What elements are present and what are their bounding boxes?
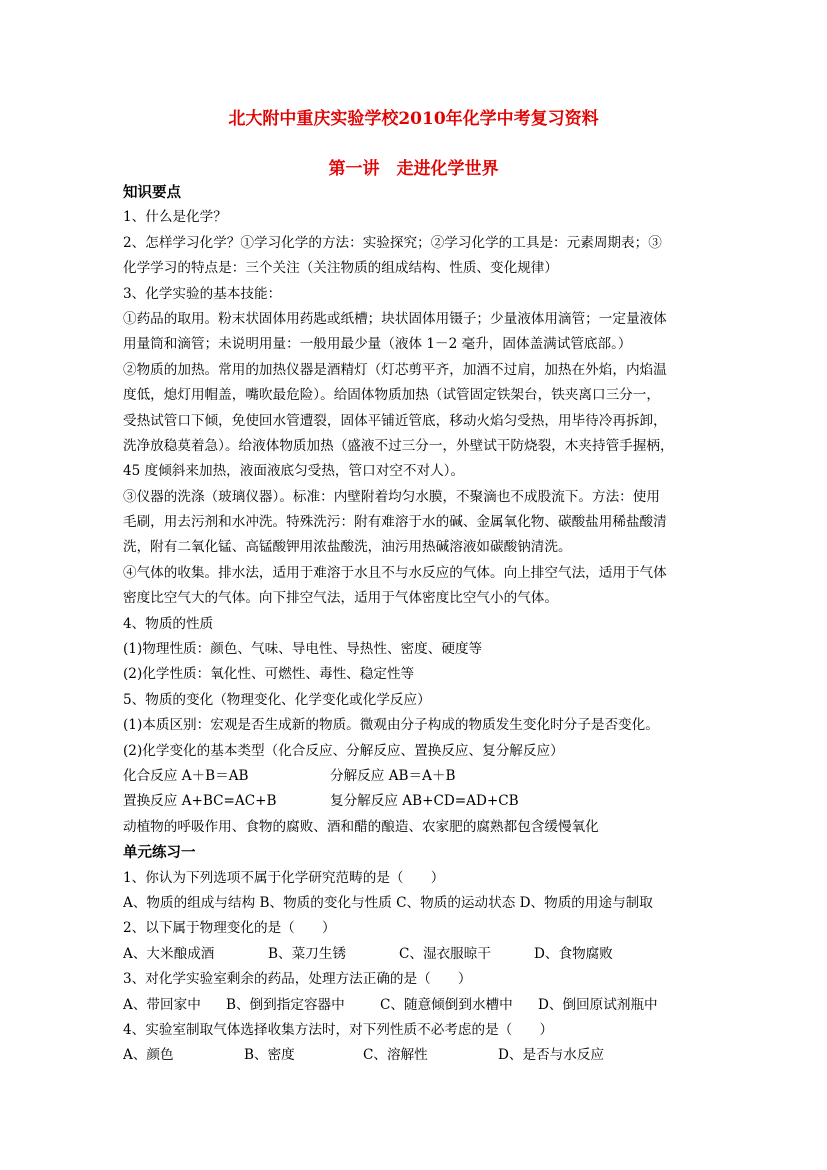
question-options bbox=[123, 993, 713, 1018]
knowledge-line: ②物质的加热。常用的加热仪器是酒精灯（灯芯剪平齐，加酒不过肩，加热在外焰，内焰温 bbox=[123, 361, 667, 378]
reaction-right: 分解反应 AB＝A＋B bbox=[330, 767, 456, 784]
knowledge-line: 用量筒和滴管；未说明用量：一般用最少量（液体 1－2 毫升，固体盖满试管底部。） bbox=[123, 336, 632, 353]
knowledge-line: (2)化学变化的基本类型（化合反应、分解反应、置换反应、复分解反应） bbox=[123, 742, 564, 759]
knowledge-line: ①药品的取用。粉末状固体用药匙或纸槽；块状固体用镊子；少量液体用滴管；一定量液体 bbox=[123, 310, 667, 327]
question-options: A、物质的组成与结构 B、物质的变化与性质 C、物质的运动状态 D、物质的用途与制取 bbox=[123, 894, 653, 911]
option-c: C、湿衣服晾干 bbox=[399, 945, 491, 962]
knowledge-line: 洗，附有二氧化锰、高锰酸钾用浓盐酸洗，油污用热碱溶液如碳酸钠清洗。 bbox=[123, 539, 572, 556]
knowledge-line: 毛刷，用去污剂和水冲洗。特殊洗污：附有难溶于水的碱、金属氧化物、碳酸盐用稀盐酸清 bbox=[123, 514, 667, 531]
reaction-row bbox=[123, 789, 713, 814]
option-c: C、溶解性 bbox=[363, 1047, 428, 1064]
knowledge-line: 受热试管口下倾，免使回水管遭裂，固体平铺近管底，移动火焰匀受热，用毕待冷再拆卸， bbox=[123, 412, 667, 429]
option-d: D、倒回原试剂瓶中 bbox=[538, 996, 658, 1013]
knowledge-line: 4、物质的性质 bbox=[123, 615, 214, 632]
option-b: B、菜刀生锈 bbox=[268, 945, 346, 962]
knowledge-line: 洗净放稳莫着急）。给液体物质加热（盛液不过三分一，外壁试干防烧裂，木夹持管手握柄， bbox=[123, 437, 674, 454]
knowledge-line: ④气体的收集。排水法，适用于难溶于水且不与水反应的气体。向上排空气法，适用于气体 bbox=[123, 564, 667, 581]
reaction-left: 化合反应 A＋B＝AB bbox=[123, 767, 249, 784]
option-c: C、随意倾倒到水槽中 bbox=[380, 996, 513, 1013]
option-a: A、颜色 bbox=[123, 1047, 174, 1064]
knowledge-line: 1、什么是化学？ bbox=[123, 209, 227, 226]
question-options bbox=[123, 942, 713, 967]
knowledge-line: 动植物的呼吸作用、食物的腐败、酒和醋的酿造、农家肥的腐熟都包含缓慢氧化 bbox=[123, 818, 599, 835]
knowledge-line: 3、化学实验的基本技能： bbox=[123, 285, 282, 302]
knowledge-line: 密度比空气大的气体。向下排空气法，适用于气体密度比空气小的气体。 bbox=[123, 590, 558, 607]
reaction-row bbox=[123, 764, 713, 789]
question-stem: 2、以下属于物理变化的是（ ） bbox=[123, 920, 336, 937]
reaction-right: 复分解反应 AB+CD=AD+CB bbox=[330, 793, 519, 810]
knowledge-line: (1)物理性质：颜色、气味、导电性、导热性、密度、硬度等 bbox=[123, 641, 483, 658]
knowledge-line: ③仪器的洗涤（玻璃仪器）。标准：内壁附着均匀水膜，不聚滴也不成股流下。方法：使用 bbox=[123, 488, 660, 505]
option-d: D、食物腐败 bbox=[534, 945, 613, 962]
option-d: D、是否与水反应 bbox=[498, 1047, 605, 1064]
question-stem: 4、实验室制取气体选择收集方法时，对下列性质不必考虑的是（ ） bbox=[123, 1021, 554, 1038]
option-b: B、密度 bbox=[244, 1047, 295, 1064]
option-b: B、倒到指定容器中 bbox=[226, 996, 345, 1013]
exercise-heading: 单元练习一 bbox=[123, 844, 196, 862]
option-a: A、带回家中 bbox=[123, 996, 201, 1013]
question-options bbox=[123, 1043, 713, 1068]
knowledge-line: (2)化学性质：氧化性、可燃性、毒性、稳定性等 bbox=[123, 666, 415, 683]
knowledge-line: 化学学习的特点是：三个关注（关注物质的组成结构、性质、变化规律） bbox=[123, 260, 558, 277]
knowledge-line: 2、怎样学习化学？①学习化学的方法：实验探究；②学习化学的工具是：元素周期表；③ bbox=[123, 234, 662, 251]
knowledge-line: 5、物质的变化（物理变化、化学变化或化学反应） bbox=[123, 691, 431, 708]
document-body bbox=[123, 180, 713, 1069]
question-stem: 3、对化学实验室剩余的药品，处理方法正确的是（ ） bbox=[123, 971, 472, 988]
question-stem: 1、你认为下列选项不属于化学研究范畴的是（ ） bbox=[123, 869, 445, 886]
option-a: A、大米酿成酒 bbox=[123, 945, 215, 962]
knowledge-line: (1)本质区别：宏观是否生成新的物质。微观由分子构成的物质发生变化时分子是否变化。 bbox=[123, 717, 659, 734]
document-title: 北大附中重庆实验学校2010年化学中考复习资料 bbox=[228, 109, 599, 129]
knowledge-heading: 知识要点 bbox=[123, 184, 181, 201]
knowledge-line: 度低，熄灯用帽盖，嘴吹最危险）。给固体物质加热（试管固定铁架台，铁夹离口三分一， bbox=[123, 387, 660, 404]
reaction-left: 置换反应 A+BC=AC+B bbox=[123, 793, 277, 810]
lecture-title: 第一讲 走进化学世界 bbox=[328, 159, 499, 179]
knowledge-line: 45 度倾斜来加热，液面液底匀受热，管口对空不对人）。 bbox=[123, 463, 465, 480]
